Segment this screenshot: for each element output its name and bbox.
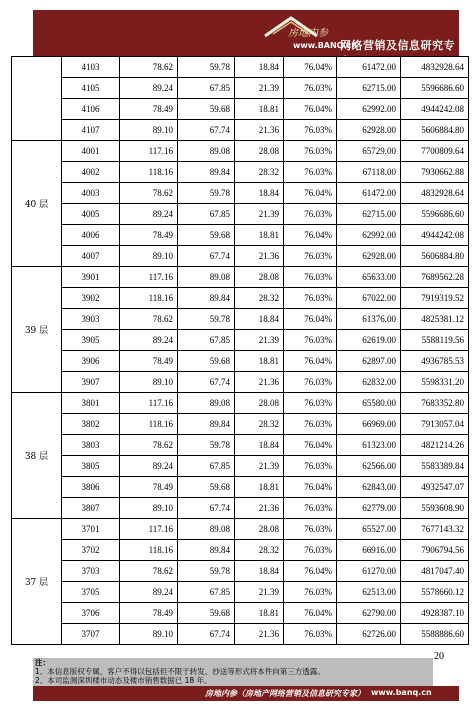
unit-number: 3803	[62, 435, 120, 456]
table-cell: 21.39	[235, 330, 284, 351]
table-cell: 89.84	[178, 414, 235, 435]
header-title: 网络营销及信息研究专家	[340, 39, 455, 68]
table-cell: 18.81	[235, 351, 284, 372]
table-cell: 89.10	[120, 624, 178, 645]
unit-number: 4105	[62, 78, 120, 99]
floor-label: 38 层	[12, 393, 62, 519]
floor-label: 40 层	[12, 141, 62, 267]
table-cell: 61323.00	[337, 435, 401, 456]
table-row	[12, 456, 469, 477]
table-cell: 89.10	[120, 372, 178, 393]
table-cell: 4817047.40	[401, 561, 469, 582]
unit-number: 3907	[62, 372, 120, 393]
table-row	[12, 330, 469, 351]
table-cell: 4825381.12	[401, 309, 469, 330]
unit-number: 3903	[62, 309, 120, 330]
table-cell: 89.08	[178, 141, 235, 162]
unit-number: 4007	[62, 246, 120, 267]
table-cell: 67.85	[178, 330, 235, 351]
unit-table	[11, 56, 469, 645]
table-cell: 78.62	[120, 561, 178, 582]
table-cell: 78.62	[120, 183, 178, 204]
table-cell: 62832.00	[337, 372, 401, 393]
table-cell: 21.36	[235, 120, 284, 141]
table-cell: 76.03%	[284, 519, 337, 540]
table-cell: 67.85	[178, 582, 235, 603]
table-cell: 76.03%	[284, 141, 337, 162]
table-cell: 7700809.64	[401, 141, 469, 162]
table-row	[12, 603, 469, 624]
unit-number: 3902	[62, 288, 120, 309]
table-cell: 76.03%	[284, 204, 337, 225]
table-cell: 65729.00	[337, 141, 401, 162]
table-cell: 5583389.84	[401, 456, 469, 477]
unit-number: 3701	[62, 519, 120, 540]
table-cell: 18.84	[235, 57, 284, 78]
notes-title: 注：	[35, 658, 50, 667]
table-cell: 28.08	[235, 141, 284, 162]
table-row	[12, 120, 469, 141]
table-cell: 76.04%	[284, 183, 337, 204]
table-cell: 118.16	[120, 540, 178, 561]
table-cell: 76.04%	[284, 477, 337, 498]
table-cell: 67.74	[178, 498, 235, 519]
price-table	[11, 56, 468, 645]
table-cell: 59.68	[178, 351, 235, 372]
table-cell: 76.03%	[284, 372, 337, 393]
table-cell: 76.04%	[284, 57, 337, 78]
table-cell: 67.74	[178, 120, 235, 141]
floor-label: 39 层	[12, 267, 62, 393]
table-cell: 18.81	[235, 225, 284, 246]
unit-number: 3805	[62, 456, 120, 477]
unit-number: 4005	[62, 204, 120, 225]
table-cell: 117.16	[120, 267, 178, 288]
table-cell: 62928.00	[337, 120, 401, 141]
table-cell: 62566.00	[337, 456, 401, 477]
table-row	[12, 288, 469, 309]
table-cell: 76.04%	[284, 99, 337, 120]
unit-number: 3703	[62, 561, 120, 582]
table-cell: 21.36	[235, 498, 284, 519]
table-cell: 117.16	[120, 393, 178, 414]
table-cell: 4832928.64	[401, 57, 469, 78]
table-cell: 76.03%	[284, 582, 337, 603]
unit-number: 3806	[62, 477, 120, 498]
table-cell: 7930662.88	[401, 162, 469, 183]
table-cell: 62779.00	[337, 498, 401, 519]
table-cell: 5606884.80	[401, 120, 469, 141]
table-cell: 89.24	[120, 204, 178, 225]
unit-number: 3901	[62, 267, 120, 288]
table-cell: 18.81	[235, 99, 284, 120]
table-cell: 66969.00	[337, 414, 401, 435]
unit-number: 4006	[62, 225, 120, 246]
table-row	[12, 267, 469, 288]
table-cell: 18.84	[235, 183, 284, 204]
table-cell: 76.04%	[284, 309, 337, 330]
table-cell: 61472.00	[337, 57, 401, 78]
table-cell: 76.04%	[284, 561, 337, 582]
table-cell: 118.16	[120, 162, 178, 183]
table-cell: 76.03%	[284, 78, 337, 99]
table-cell: 59.68	[178, 225, 235, 246]
table-cell: 4936785.53	[401, 351, 469, 372]
table-cell: 78.62	[120, 309, 178, 330]
table-cell: 62619.00	[337, 330, 401, 351]
table-cell: 18.84	[235, 309, 284, 330]
table-row	[12, 141, 469, 162]
table-row	[12, 498, 469, 519]
table-cell: 18.81	[235, 477, 284, 498]
footer-title: 房地内参（房地产网络营销及信息研究专家）	[205, 689, 365, 698]
table-cell: 76.03%	[284, 120, 337, 141]
table-row	[12, 582, 469, 603]
table-cell: 28.08	[235, 267, 284, 288]
unit-number: 3706	[62, 603, 120, 624]
table-cell: 5588119.56	[401, 330, 469, 351]
table-cell: 67.74	[178, 246, 235, 267]
table-cell: 78.49	[120, 225, 178, 246]
table-row	[12, 477, 469, 498]
unit-number: 3705	[62, 582, 120, 603]
table-row	[12, 204, 469, 225]
table-cell: 5578660.12	[401, 582, 469, 603]
table-cell: 62992.00	[337, 99, 401, 120]
table-cell: 61376.00	[337, 309, 401, 330]
table-cell: 59.78	[178, 561, 235, 582]
table-cell: 59.78	[178, 435, 235, 456]
table-row	[12, 57, 469, 78]
unit-number: 4001	[62, 141, 120, 162]
table-cell: 117.16	[120, 141, 178, 162]
table-cell: 76.03%	[284, 246, 337, 267]
table-cell: 67118.00	[337, 162, 401, 183]
table-cell: 76.03%	[284, 288, 337, 309]
floor-label	[12, 57, 62, 141]
table-cell: 28.32	[235, 414, 284, 435]
note-2: 2、本司监测深圳楼市动态及楼市销售数据已 18 年。	[35, 676, 212, 685]
table-cell: 18.84	[235, 561, 284, 582]
table-cell: 62715.00	[337, 78, 401, 99]
table-row	[12, 183, 469, 204]
table-cell: 7683352.80	[401, 393, 469, 414]
table-cell: 62790.00	[337, 603, 401, 624]
table-cell: 89.84	[178, 540, 235, 561]
table-cell: 78.49	[120, 603, 178, 624]
unit-number: 3707	[62, 624, 120, 645]
table-cell: 65527.00	[337, 519, 401, 540]
table-cell: 7919319.52	[401, 288, 469, 309]
table-cell: 5588886.60	[401, 624, 469, 645]
unit-number: 4003	[62, 183, 120, 204]
table-cell: 76.03%	[284, 498, 337, 519]
table-cell: 78.49	[120, 99, 178, 120]
table-cell: 62928.00	[337, 246, 401, 267]
table-row	[12, 351, 469, 372]
table-cell: 21.39	[235, 78, 284, 99]
notes-box	[33, 658, 433, 686]
table-cell: 4944242.08	[401, 225, 469, 246]
table-row	[12, 309, 469, 330]
table-cell: 89.24	[120, 582, 178, 603]
table-cell: 78.49	[120, 351, 178, 372]
table-cell: 76.03%	[284, 330, 337, 351]
table-row	[12, 393, 469, 414]
table-cell: 21.36	[235, 372, 284, 393]
table-cell: 4932547.07	[401, 477, 469, 498]
table-cell: 65580.00	[337, 393, 401, 414]
table-cell: 21.36	[235, 246, 284, 267]
table-cell: 89.24	[120, 330, 178, 351]
table-cell: 76.03%	[284, 624, 337, 645]
table-cell: 89.08	[178, 519, 235, 540]
table-row	[12, 225, 469, 246]
table-cell: 7906794.56	[401, 540, 469, 561]
table-cell: 78.62	[120, 435, 178, 456]
table-cell: 4928387.10	[401, 603, 469, 624]
note-1: 1、本信息版权专属，客户不得以包括但不限于转发、抄送等形式将本件向第三方透露。	[35, 667, 325, 676]
table-cell: 62715.00	[337, 204, 401, 225]
table-cell: 76.03%	[284, 393, 337, 414]
page-number: 20	[434, 651, 444, 662]
unit-number: 4106	[62, 99, 120, 120]
table-cell: 59.68	[178, 603, 235, 624]
table-cell: 67.74	[178, 624, 235, 645]
table-cell: 21.39	[235, 204, 284, 225]
table-cell: 67.85	[178, 204, 235, 225]
table-row	[12, 519, 469, 540]
table-cell: 76.04%	[284, 225, 337, 246]
unit-number: 3802	[62, 414, 120, 435]
table-cell: 67022.00	[337, 288, 401, 309]
unit-number: 3807	[62, 498, 120, 519]
table-cell: 28.32	[235, 162, 284, 183]
table-cell: 89.10	[120, 120, 178, 141]
unit-number: 4103	[62, 57, 120, 78]
table-cell: 7689562.28	[401, 267, 469, 288]
table-row	[12, 435, 469, 456]
table-cell: 66916.00	[337, 540, 401, 561]
table-cell: 7913057.04	[401, 414, 469, 435]
table-cell: 18.81	[235, 603, 284, 624]
unit-number: 3905	[62, 330, 120, 351]
unit-number: 3906	[62, 351, 120, 372]
table-cell: 76.04%	[284, 435, 337, 456]
table-row	[12, 246, 469, 267]
table-cell: 89.08	[178, 267, 235, 288]
table-cell: 76.03%	[284, 162, 337, 183]
table-cell: 76.03%	[284, 414, 337, 435]
table-cell: 4821214.26	[401, 435, 469, 456]
table-cell: 117.16	[120, 519, 178, 540]
table-cell: 76.03%	[284, 456, 337, 477]
table-cell: 5596686.60	[401, 78, 469, 99]
table-cell: 5598331.20	[401, 372, 469, 393]
table-cell: 59.78	[178, 57, 235, 78]
table-cell: 89.08	[178, 393, 235, 414]
footer-bar	[33, 686, 459, 701]
table-cell: 62513.00	[337, 582, 401, 603]
table-cell: 21.39	[235, 456, 284, 477]
table-row	[12, 414, 469, 435]
table-row	[12, 78, 469, 99]
table-cell: 28.32	[235, 288, 284, 309]
table-cell: 21.39	[235, 582, 284, 603]
header-slogan: 房地内参	[288, 28, 328, 39]
table-cell: 59.78	[178, 183, 235, 204]
unit-number: 4107	[62, 120, 120, 141]
table-cell: 59.68	[178, 99, 235, 120]
table-cell: 5593608.90	[401, 498, 469, 519]
table-cell: 61472.00	[337, 183, 401, 204]
table-cell: 62992.00	[337, 225, 401, 246]
table-cell: 89.10	[120, 498, 178, 519]
unit-number: 3801	[62, 393, 120, 414]
table-cell: 21.36	[235, 624, 284, 645]
table-row	[12, 624, 469, 645]
table-cell: 62726.00	[337, 624, 401, 645]
table-row	[12, 561, 469, 582]
floor-label: 37 层	[12, 519, 62, 645]
table-row	[12, 540, 469, 561]
table-cell: 67.85	[178, 78, 235, 99]
unit-number: 3702	[62, 540, 120, 561]
table-cell: 89.84	[178, 288, 235, 309]
table-cell: 76.03%	[284, 540, 337, 561]
unit-number: 4002	[62, 162, 120, 183]
table-cell: 118.16	[120, 288, 178, 309]
table-cell: 78.49	[120, 477, 178, 498]
table-cell: 59.68	[178, 477, 235, 498]
table-cell: 78.62	[120, 57, 178, 78]
table-row	[12, 99, 469, 120]
table-cell: 89.84	[178, 162, 235, 183]
table-cell: 89.24	[120, 78, 178, 99]
table-cell: 7677143.32	[401, 519, 469, 540]
table-cell: 118.16	[120, 414, 178, 435]
table-cell: 61270.00	[337, 561, 401, 582]
table-cell: 89.10	[120, 246, 178, 267]
table-cell: 5606884.80	[401, 246, 469, 267]
table-cell: 4832928.64	[401, 183, 469, 204]
table-cell: 18.84	[235, 435, 284, 456]
table-cell: 28.08	[235, 393, 284, 414]
table-cell: 76.04%	[284, 351, 337, 372]
table-cell: 67.85	[178, 456, 235, 477]
table-row	[12, 372, 469, 393]
footer-site: www.banq.cn	[371, 688, 432, 697]
table-cell: 4944242.08	[401, 99, 469, 120]
table-cell: 62843.00	[337, 477, 401, 498]
table-cell: 5596686.60	[401, 204, 469, 225]
table-cell: 28.32	[235, 540, 284, 561]
table-cell: 62897.00	[337, 351, 401, 372]
table-cell: 89.24	[120, 456, 178, 477]
table-cell: 65633.00	[337, 267, 401, 288]
table-cell: 67.74	[178, 372, 235, 393]
table-row	[12, 162, 469, 183]
table-cell: 59.78	[178, 309, 235, 330]
table-cell: 28.08	[235, 519, 284, 540]
table-cell: 76.03%	[284, 267, 337, 288]
table-cell: 76.04%	[284, 603, 337, 624]
header-site: www.BANQ.cn	[293, 41, 357, 50]
